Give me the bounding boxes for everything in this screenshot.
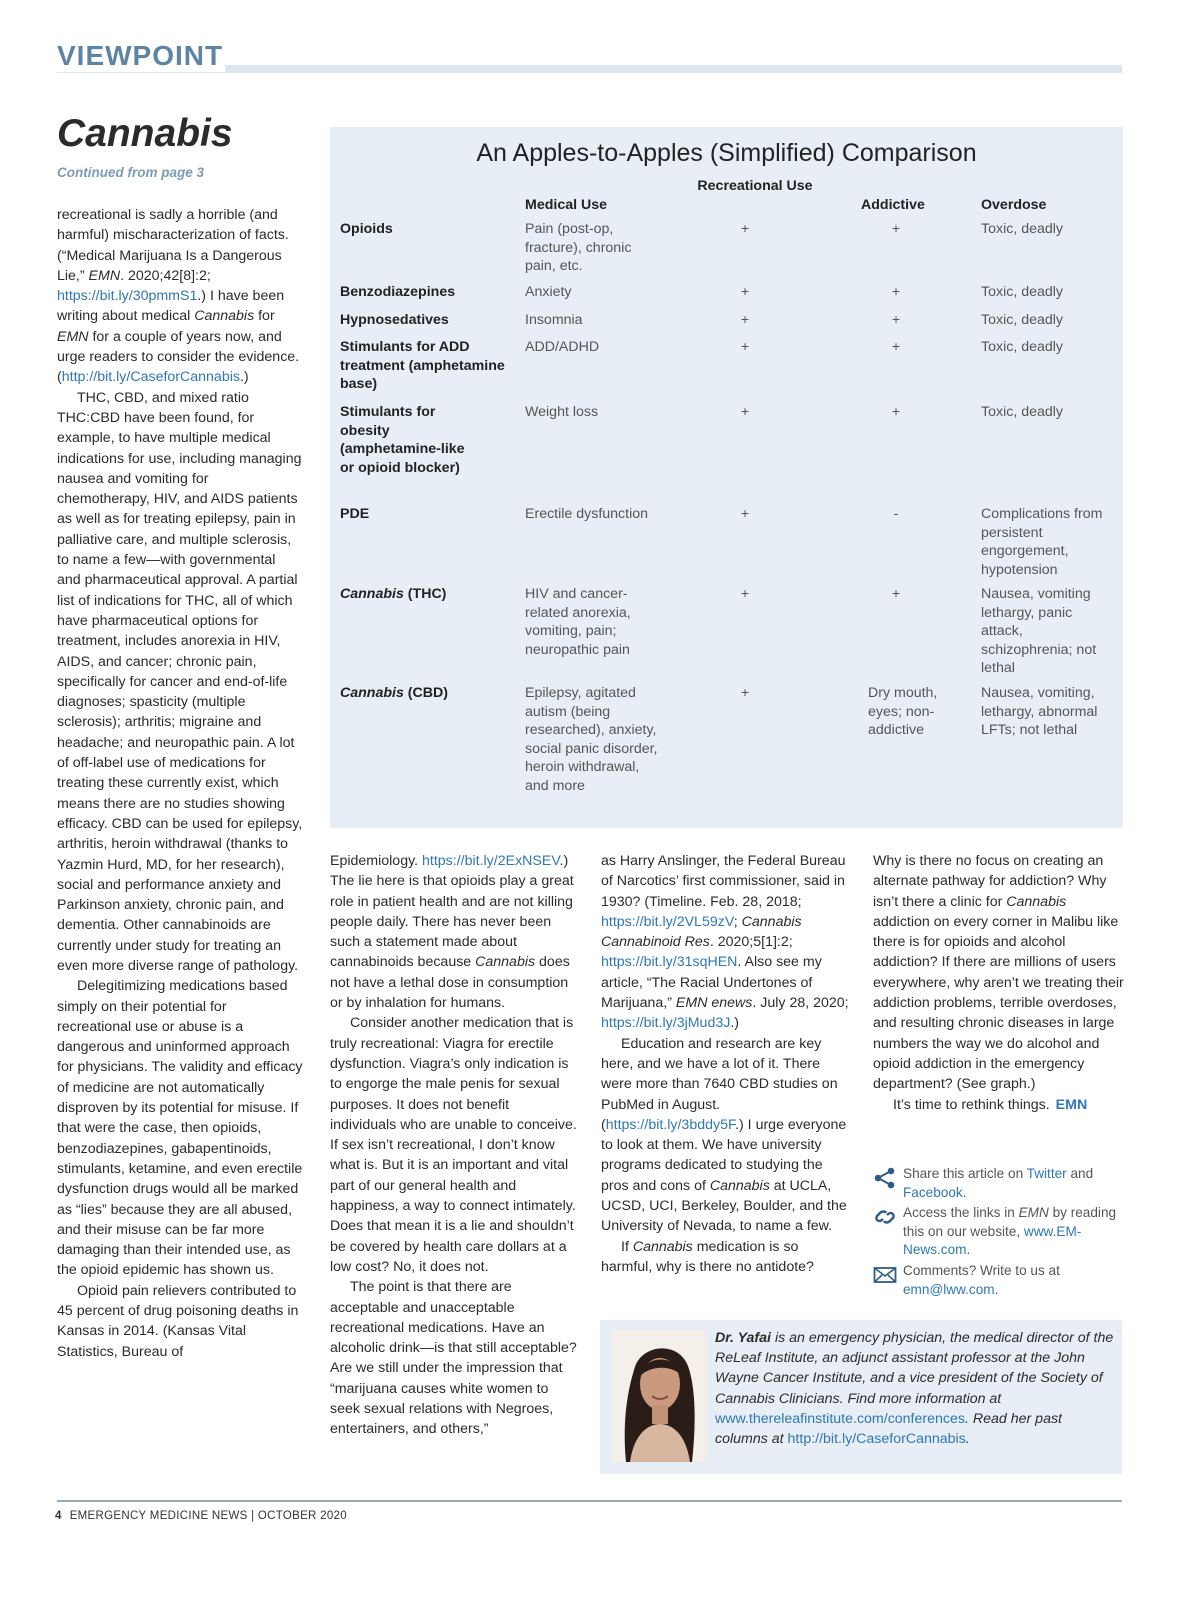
footer-rule [57, 1500, 1122, 1502]
table-cell-recreational: + [740, 312, 750, 328]
author-name: Dr. Yafai [715, 1330, 771, 1346]
table-cell-recreational: + [740, 404, 750, 420]
table-cell-medical: Erectile dysfunction [525, 506, 649, 522]
table-cell-recreational: + [740, 284, 750, 300]
share-item: Access the links in EMN by reading this on our website, www.EM-News.com. [873, 1204, 1125, 1260]
table-row-name: PDE [340, 506, 370, 522]
article-link[interactable]: https://bit.ly/31sqHEN [601, 954, 738, 971]
paragraph: Consider another medication that is truly recreational: Viagra for erectile dysfunction. Viagra’s only indication is to engorge the male penis for sexual purposes. It does not benefit individuals who are unable to conceive. If sex isn’t recreational, I don’t know what is. But it is an important and vital part of our general health and happiness, a way to connect intimately. Does that mean it is a lie and shouldn’t be covered by health care dollars at a low cost? No, it does not. [330, 1015, 577, 1275]
twitter-link[interactable]: Twitter [1026, 1166, 1067, 1181]
column-header-medical-use: Medical Use [525, 197, 608, 213]
table-cell-addictive: + [891, 404, 901, 420]
column-header-overdose: Overdose [981, 197, 1047, 213]
page-number: 4 [55, 1510, 62, 1522]
table-cell-addictive: + [891, 312, 901, 328]
table-cell-addictive: + [891, 284, 901, 300]
share-item: Comments? Write to us at emn@lww.com. [873, 1262, 1125, 1299]
bio-link-conferences[interactable]: www.thereleafinstitute.com/conferences [715, 1410, 965, 1427]
end-mark: EMN [1055, 1096, 1088, 1113]
bio-text: Dr. Yafai is an emergency physician, the medical director of the ReLeaf Institute, an adjunct assistant professor at the John Wayne Cancer Institute, and a vice president of the Society of Cannabis Clinicians. Find more information at www.thereleafinstitute.com/conferences. Read her past columns at http://bit.ly/CaseforCannabis. [715, 1330, 1114, 1448]
table-cell-overdose: Toxic, deadly [981, 312, 1064, 328]
body-column-4 [873, 851, 1125, 1115]
table-cell-medical: Pain (post-op, fracture), chronic pain, etc. [525, 221, 632, 275]
table-cell-overdose: Nausea, vomiting, lethargy, abnormal LFTs; not lethal [981, 685, 1098, 739]
continued-note: Continued from page 3 [57, 165, 205, 180]
column-header-recreational-use: Recreational Use [697, 178, 813, 194]
paragraph: as Harry Anslinger, the Federal Bureau of Narcotics’ first commissioner, said in 1930? (Timeline. Feb. 28, 2018; https://bit.ly/2VL59zV; Cannabis Cannabinoid Res. 2020;5[1]:2; https://bit.ly/31sqHEN. Also see my article, “The Racial Undertones of Marijuana,” EMN enews. July 28, 2020; https://bit.ly/3jMud3J.) [601, 853, 849, 1032]
article-link[interactable]: https://bit.ly/3bddy5F [605, 1116, 736, 1133]
table-cell-overdose: Toxic, deadly [981, 284, 1064, 300]
author-photo [612, 1330, 706, 1462]
table-cell-medical: Insomnia [525, 312, 583, 328]
table-cell-overdose: Toxic, deadly [981, 404, 1064, 420]
table-cell-overdose: Toxic, deadly [981, 221, 1064, 237]
article-title: Cannabis [57, 112, 233, 155]
table-row-name: Cannabis (CBD) [340, 685, 448, 701]
paragraph: Delegitimizing medications based simply on their potential for recreational use or abuse is a dangerous and uninformed approach for physicians. The validity and efficacy of medicine are not automatically disproven by its potential for misuse. If that were the case, then opioids, benzodiazepines, gabapentinoids, stimulants, ketamine, and even erectile dysfunction drugs would all be marked as “lies” because they are all abused, and their misuse can be far more damaging than their intended use, as the opioid epidemic has shown us. [57, 978, 303, 1279]
paragraph: It’s time to rethink things. EMN [893, 1096, 1088, 1113]
website-link[interactable]: www.EM-News.com [903, 1223, 1082, 1258]
author-bio [600, 1320, 1122, 1474]
table-cell-medical: ADD/ADHD [525, 339, 600, 355]
mail-icon [873, 1264, 897, 1286]
table-row-name: Cannabis (THC) [340, 586, 447, 602]
email-link[interactable]: emn@lww.com [903, 1281, 995, 1297]
article-link[interactable]: http://bit.ly/CaseforCannabis [61, 369, 240, 386]
table-cell-addictive: + [891, 339, 901, 355]
article-link[interactable]: https://bit.ly/3jMud3J [601, 1015, 731, 1032]
body-column-3 [601, 851, 851, 1277]
comparison-table-panel [330, 127, 1123, 828]
share-icon [873, 1167, 897, 1189]
paragraph: The point is that there are acceptable and unacceptable recreational medications. Have an alcoholic drink—is that still acceptable? Are we still under the impression that “marijuana causes white women to seek sexual relations with Negroes, entertainers, and others,” [330, 1279, 577, 1438]
paragraph: Education and research are key here, and we have a lot of it. There were more than 7640 CBD studies on PubMed in August. (https://bit.ly/3bddy5F.) I urge everyone to look at them. We have university programs dedicated to studying the pros and cons of Cannabis at UCLA, UCSD, UCI, Berkeley, Boulder, and the University of Nevada, to name a few. [601, 1035, 847, 1235]
table-cell-medical: Anxiety [525, 284, 572, 300]
table-cell-recreational: + [740, 506, 750, 522]
column-header-addictive: Addictive [861, 197, 925, 213]
section-label: VIEWPOINT [57, 40, 224, 71]
table-cell-addictive: + [891, 586, 901, 602]
table-cell-medical: Weight loss [525, 404, 599, 420]
paragraph: Why is there no focus on creating an alternate pathway for addiction? Why isn’t there a clinic for Cannabis addiction on every corner in Malibu like there is for opioids and alcohol addiction? If there are millions of users everywhere, why aren’t we treating their addiction problems, terrible overdoses, and resulting chronic diseases in large numbers the way we do alcohol and opioid addiction in the emergency department? (See graph.) [873, 853, 1124, 1093]
table-cell-recreational: + [740, 339, 750, 355]
table-cell-recreational: + [740, 685, 750, 701]
share-item: Share this article on Twitter and Facebook. [873, 1165, 1125, 1202]
paragraph: If Cannabis medication is so harmful, why is there no antidote? [601, 1238, 814, 1275]
article-link[interactable]: https://bit.ly/30pmmS1 [57, 288, 198, 305]
table-row-name: Benzodiazepines [340, 284, 456, 300]
body-column-2 [330, 851, 578, 1440]
article-link[interactable]: https://bit.ly/2ExNSEV [422, 853, 560, 869]
table-row-name: Hypnosedatives [340, 312, 449, 328]
paragraph: THC, CBD, and mixed ratio THC:CBD have been found, for example, to have multiple medical indications for use, including managing nausea and vomiting for chemotherapy, HIV, and AIDS patients as well as for treating epilepsy, pain in palliative care, and multiple sclerosis, to name a few—with governmental and pharmaceutical approval. A partial list of indications for THC, all of which have pharmaceutical options for treatment, includes anorexia in HIV, AIDS, and cancer; chronic pain, specifically for cancer and end-of-life diagnoses; spasticity (multiple sclerosis); arthritis; migraine and headache; and neuropathic pain. A lot of off-label use of medications for treating these currently exist, which means there are no studies showing efficacy. CBD can be used for epilepsy, arthritis, heroin withdrawal (thanks to Yazmin Hurd, MD, for her research), social and performance anxiety and Parkinson anxiety, chronic pain, and dementia. Other cannabinoids are currently under study for treating an even more diverse range of pathology. [57, 389, 303, 974]
table-row-name: Opioids [340, 221, 393, 237]
paragraph: recreational is sadly a horrible (and harmful) mischaracterization of facts. (“Medical Marijuana Is a Dangerous Lie,” EMN. 2020;42[8]:2; https://bit.ly/30pmmS1.) I have been writing about medical Cannabis for EMN for a couple of years now, and urge readers to consider the evidence. (http://bit.ly/CaseforCannabis.) [57, 207, 300, 386]
section-header [57, 40, 1122, 80]
paragraph: Opioid pain relievers contributed to 45 percent of drug poisoning deaths in Kansas in 2014. (Kansas Vital Statistics, Bureau of [57, 1282, 299, 1360]
table-row-name: Stimulants for ADD treatment (amphetamine base) [340, 339, 505, 393]
table-cell-recreational: + [740, 586, 750, 602]
table-cell-overdose: Nausea, vomiting lethargy, panic attack, schizophrenia; not lethal [981, 586, 1097, 677]
table-cell-medical: HIV and cancer-related anorexia, vomiting, pain; neuropathic pain [525, 586, 631, 658]
table-cell-overdose: Complications from persistent engorgement, hypotension [981, 506, 1103, 578]
table-cell-addictive: Dry mouth, eyes; non-addictive [868, 685, 938, 739]
paragraph: Epidemiology. https://bit.ly/2ExNSEV.) The lie here is that opioids play a great role in patient health and are not killing people daily. There has never been such a statement made about cannabinoids because Cannabis does not have a lethal dose in consumption or by inhalation for humans. [330, 853, 574, 1012]
table-cell-medical: Epilepsy, agitated autism (being researched), anxiety, social panic disorder, heroin withdrawal, and more [525, 685, 658, 794]
share-box [873, 1165, 1125, 1301]
table-cell-recreational: + [740, 221, 750, 237]
table-cell-addictive: + [891, 221, 901, 237]
table-cell-addictive: - [893, 506, 899, 522]
facebook-link[interactable]: Facebook [903, 1184, 963, 1200]
publication-line: EMERGENCY MEDICINE NEWS | OCTOBER 2020 [69, 1510, 347, 1522]
table-row-name: Stimulants for obesity (amphetamine-like or opioid blocker) [340, 404, 465, 476]
table-title: An Apples-to-Apples (Simplified) Comparison [476, 139, 977, 167]
article-link[interactable]: https://bit.ly/2VL59zV [601, 913, 734, 930]
body-column-1 [57, 205, 303, 1362]
bio-link-columns[interactable]: http://bit.ly/CaseforCannabis [787, 1431, 966, 1448]
link-icon [873, 1206, 897, 1228]
page-footer [55, 1510, 347, 1522]
table-cell-overdose: Toxic, deadly [981, 339, 1064, 355]
